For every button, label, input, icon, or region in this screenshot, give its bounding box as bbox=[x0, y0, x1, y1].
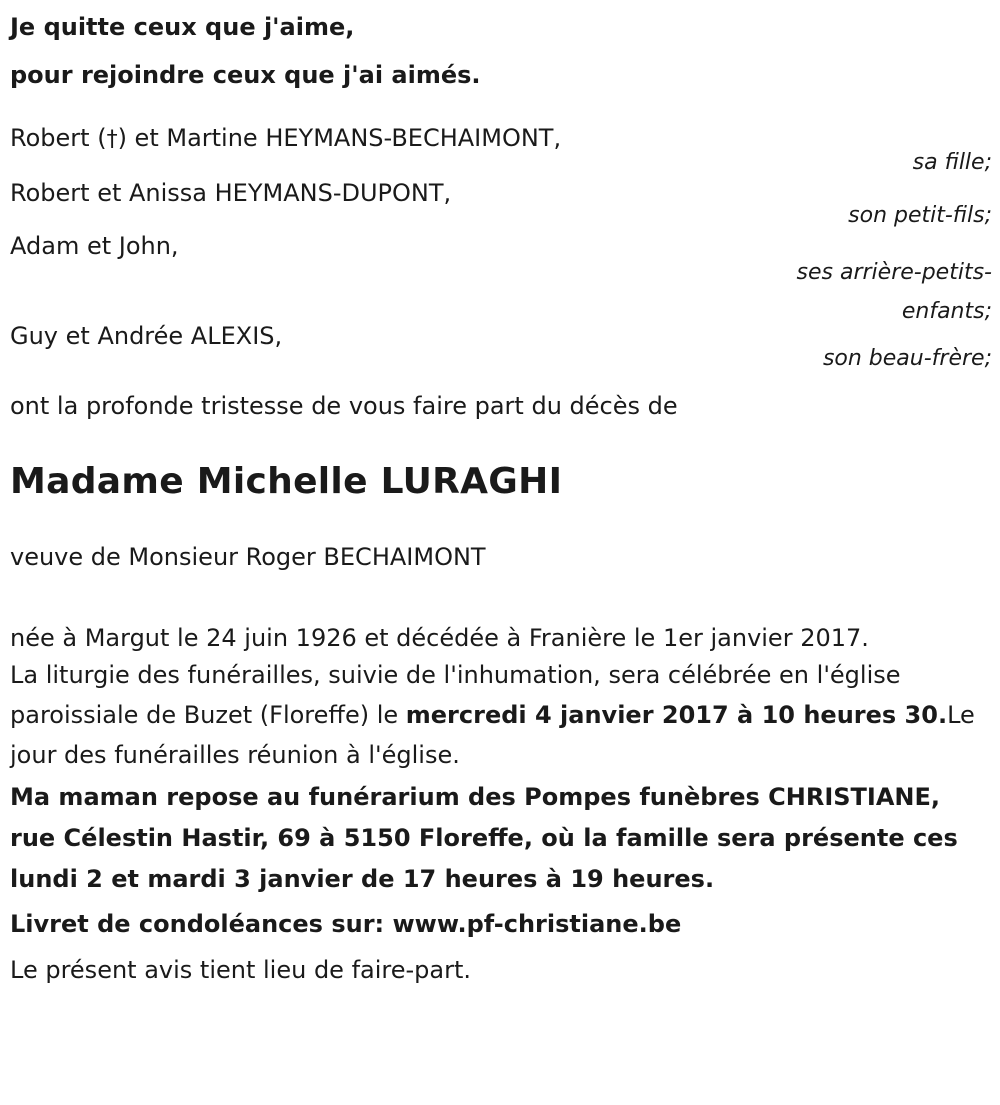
family-entry bbox=[10, 230, 992, 331]
funeral-details bbox=[10, 655, 992, 775]
obituary-notice bbox=[10, 0, 992, 990]
family-list bbox=[10, 122, 992, 375]
family-name-part: ) et Martine HEYMANS-BECHAIMONT, bbox=[117, 124, 562, 152]
relation-line-2: enfants; bbox=[901, 299, 992, 324]
epigraph bbox=[10, 3, 992, 99]
funeral-text: La liturgie des funérailles, suivie de l'inhumation, sera célébrée en l'église paroissiale de Buzet (Floreffe) le bbox=[10, 661, 901, 729]
family-entry bbox=[10, 320, 992, 375]
birth-death-dates: née à Margut le 24 juin 1926 et décédée à Franière le 1er janvier 2017. bbox=[10, 624, 869, 652]
epigraph-line-2: pour rejoindre ceux que j'ai aimés. bbox=[10, 61, 481, 89]
widow-of: veuve de Monsieur Roger BECHAIMONT bbox=[10, 543, 486, 571]
condolences-link[interactable]: Livret de condoléances sur: www.pf-christiane.be bbox=[10, 910, 682, 938]
family-entry bbox=[10, 122, 992, 179]
family-entry-relation: sa fille; bbox=[912, 150, 992, 175]
deceased-name: Madame Michelle LURAGHI bbox=[10, 461, 563, 502]
family-entry-name: Robert et Anissa HEYMANS-DUPONT, bbox=[10, 179, 452, 207]
family-entry-relation: son petit-fils; bbox=[848, 203, 992, 228]
family-entry bbox=[10, 177, 992, 232]
cross-icon: † bbox=[106, 127, 118, 152]
relation-line-1: ses arrière-petits- bbox=[796, 260, 992, 285]
epigraph-line-1: Je quitte ceux que j'aime, bbox=[10, 13, 355, 41]
family-name-part: Robert ( bbox=[10, 124, 107, 152]
funeral-date-time: mercredi 4 janvier 2017 à 10 heures 30. bbox=[405, 701, 948, 729]
closing-note: Le présent avis tient lieu de faire-part. bbox=[10, 956, 472, 984]
funeral-gathering: Le jour des funérailles réunion à l'église. bbox=[10, 701, 975, 769]
family-entry-name: Adam et John, bbox=[10, 232, 179, 260]
family-entry-name: Guy et Andrée ALEXIS, bbox=[10, 322, 283, 350]
funerarium-info: Ma maman repose au funérarium des Pompes funèbres CHRISTIANE, rue Célestin Hastir, 69 à 5150 Floreffe, où la famille sera présente ces lundi 2 et mardi 3 janvier de 17 heures à 19 heures. bbox=[10, 783, 958, 893]
announcement: ont la profonde tristesse de vous faire part du décès de bbox=[10, 392, 678, 420]
family-entry-relation: son beau-frère; bbox=[822, 346, 992, 371]
